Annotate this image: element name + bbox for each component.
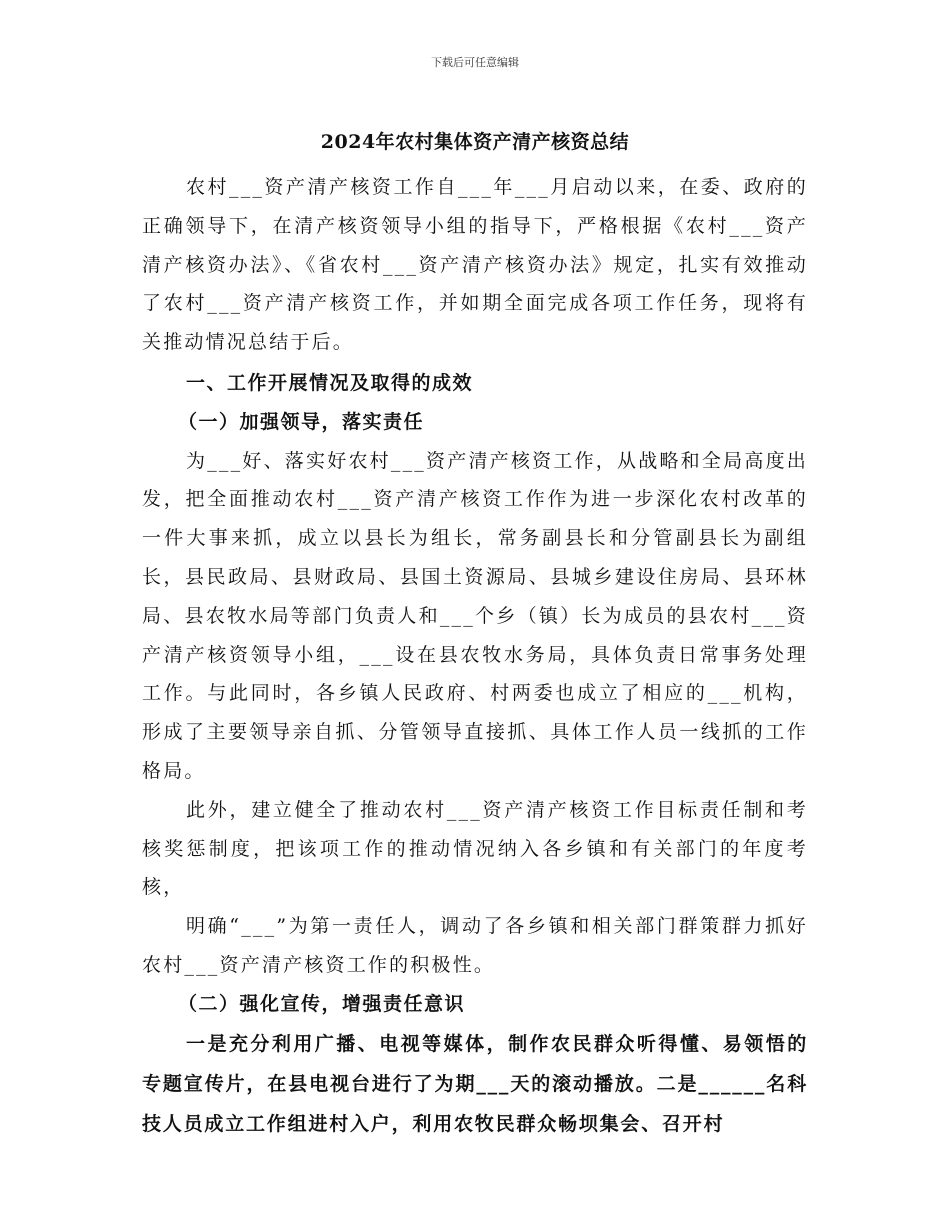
body-paragraph: 为___好、落实好农村___资产清产核资工作，从战略和全局高度出发，把全面推动农村___资产清产核资工作作为进一步深化农村改革的一件大事来抓，成立以县长为组长，常务副县长和分管副县长为副组长，县民政局、县财政局、县国土资源局、县城乡建设住房局、县环林局、县农牧水局等部门负责人和___个乡（镇）长为成员的县农村___资产清产核资领导小组，___设在县农牧水务局，具体负责日常事务处理工作。与此同时，各乡镇人民政府、村两委也成立了相应的___机构，形成了主要领导亲自抓、分管领导直接抓、具体工作人员一线抓的工作格局。: [142, 449, 808, 782]
document-body: [142, 168, 808, 1144]
document-title: 2024年农村集体资产清产核资总结: [320, 131, 630, 153]
header-note: 下载后可任意编辑: [431, 56, 519, 69]
body-paragraph: 此外，建立健全了推动农村___资产清产核资工作目标责任制和考核奖惩制度，把该项工作的推动情况纳入各乡镇和有关部门的年度考核，: [142, 798, 808, 899]
section-heading: 一、工作开展情况及取得的成效: [186, 371, 474, 394]
body-paragraph-bold: 一是充分利用广播、电视等媒体，制作农民群众听得懂、易领悟的专题宣传片，在县电视台进行了为期___天的滚动播放。二是______名科技人员成立工作组进村入户，利用农牧民群众畅坝集会、召开村: [142, 1032, 808, 1135]
subsection-heading: （二）强化宣传，增强责任意识: [178, 992, 466, 1015]
intro-paragraph: 农村___资产清产核资工作自___年___月启动以来，在委、政府的正确领导下，在清产核资领导小组的指导下，严格根据《农村___资产清产核资办法》、《省农村___资产清产核资办法》规定，扎实有效推动了农村___资产清产核资工作，并如期全面完成各项工作任务，现将有关推动情况总结于后。: [142, 176, 808, 354]
subsection-heading: （一）加强领导，落实责任: [178, 410, 425, 433]
body-paragraph: 明确“___”为第一责任人，调动了各乡镇和相关部门群策群力抓好农村___资产清产核资工作的积极性。: [142, 915, 808, 976]
